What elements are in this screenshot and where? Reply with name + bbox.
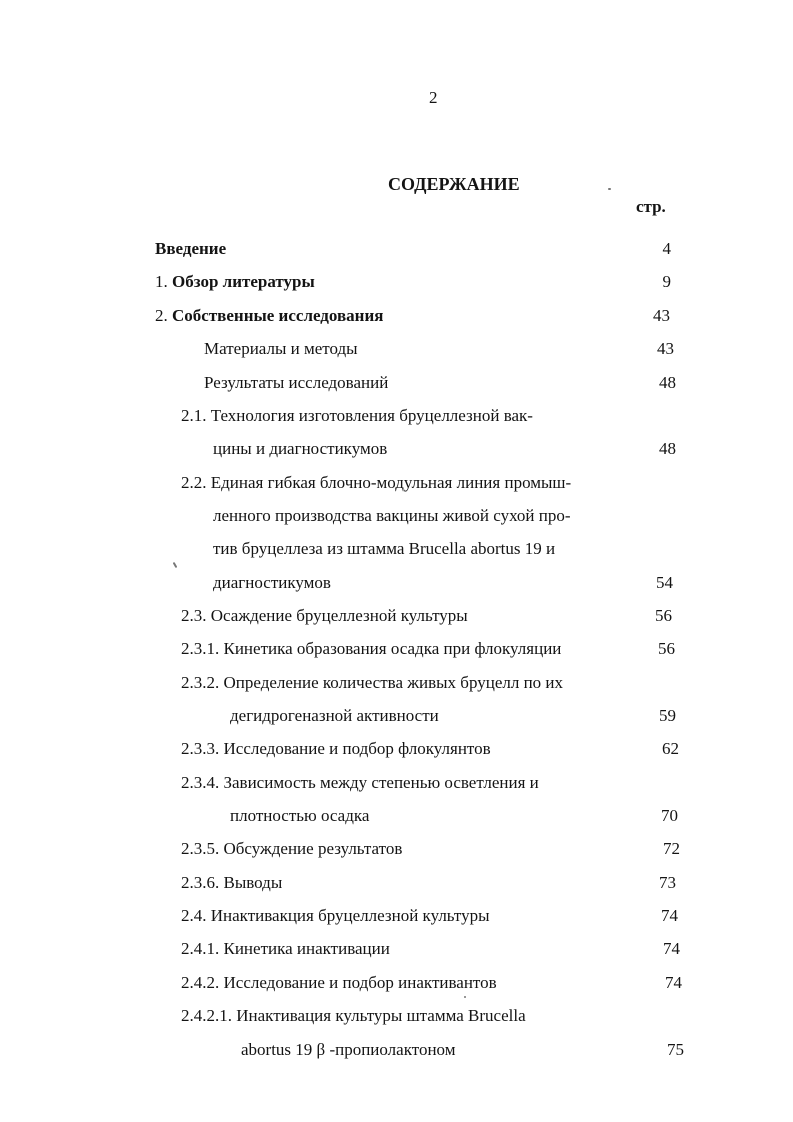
toc-page: 9 (662, 272, 671, 291)
scan-speck (173, 562, 178, 568)
toc-page: 62 (662, 739, 679, 758)
toc-entry-text: плотностью осадка (230, 806, 370, 825)
toc-entry-text: 2.3.5. Обсуждение результатов (181, 839, 403, 858)
toc-entry-text: 2.3.3. Исследование и подбор флокулянтов (181, 739, 491, 758)
entry-heading: Собственные исследования (172, 306, 384, 325)
toc-entry-text: дегидрогеназной активности (230, 706, 439, 725)
toc-entry-text: диагностикумов (213, 573, 331, 592)
toc-entry-text: 2.4.2.1. Инактивация культуры штамма Brucella (181, 1006, 526, 1025)
toc-page: 48 (659, 373, 676, 392)
toc-entry-text: 2.1. Технология изготовления бруцеллезной вак- (181, 406, 533, 425)
toc-page: 74 (663, 939, 680, 958)
toc-entry-text: 2.3.2. Определение количества живых бруцелл по их (181, 673, 564, 692)
toc-page: 75 (667, 1040, 684, 1059)
toc-page: 74 (665, 973, 682, 992)
toc-entry-text: 2.3. Осаждение бруцеллезной культуры (181, 606, 468, 625)
entry-prefix: 1. (155, 272, 172, 291)
toc-page: 43 (653, 306, 670, 325)
toc-entry-text: abortus 19 β -пропиолактоном (241, 1040, 456, 1059)
page-number: 2 (429, 88, 438, 107)
toc-page: 4 (662, 239, 671, 258)
toc-entry-text: 2.2. Единая гибкая блочно-модульная линия промыш- (181, 473, 572, 492)
scan-speck (464, 996, 466, 998)
entry-heading: Введение (155, 239, 227, 258)
toc-entry-text: Материалы и методы (204, 339, 358, 358)
toc-page: 56 (658, 639, 675, 658)
toc-entry-text: ленного производства вакцины живой сухой про- (213, 506, 571, 525)
toc-page: 72 (663, 839, 680, 858)
toc-page: 48 (659, 439, 676, 458)
toc-page: 59 (659, 706, 676, 725)
toc-entry-own-research (155, 306, 383, 326)
toc-page: 73 (659, 873, 676, 892)
toc-page: 43 (657, 339, 674, 358)
toc-entry-text: цины и диагностикумов (213, 439, 388, 458)
toc-title: СОДЕРЖАНИЕ (388, 174, 520, 194)
scan-speck (608, 188, 611, 190)
toc-entry-text: 2.4.2. Исследование и подбор инактивантов (181, 973, 497, 992)
entry-heading: Обзор литературы (172, 272, 315, 291)
toc-entry-text: 2.3.4. Зависимость между степенью осветления и (181, 773, 539, 792)
toc-page: 56 (655, 606, 672, 625)
toc-page: 70 (661, 806, 678, 825)
toc-entry-text: 2.4. Инактивакция бруцеллезной культуры (181, 906, 490, 925)
toc-entry-text: 2.3.6. Выводы (181, 873, 283, 892)
toc-entry-text: Результаты исследований (204, 373, 389, 392)
toc-entry-text: 2.4.1. Кинетика инактивации (181, 939, 390, 958)
entry-prefix: 2. (155, 306, 172, 325)
toc-entry-text: 2.3.1. Кинетика образования осадка при флокуляции (181, 639, 562, 658)
toc-page: 54 (656, 573, 673, 592)
toc-entry-text: тив бруцеллеза из штамма Brucella abortus 19 и (213, 539, 556, 558)
toc-entry-introduction (155, 239, 226, 259)
page-column-label: стр. (636, 197, 666, 216)
toc-entry-literature-review (155, 272, 315, 292)
toc-page: 74 (661, 906, 678, 925)
